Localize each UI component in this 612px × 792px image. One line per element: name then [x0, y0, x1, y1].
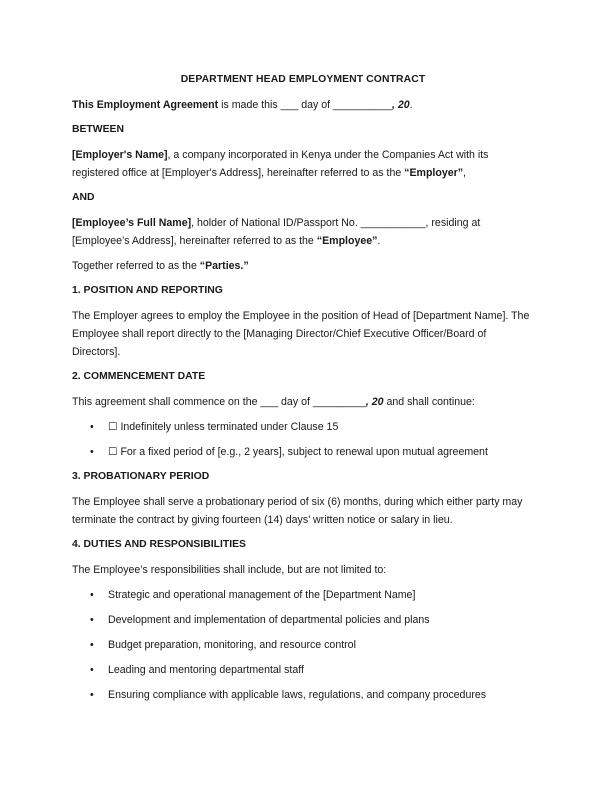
section-2-heading: 2. COMMENCEMENT DATE — [72, 371, 206, 382]
intro-paragraph: This Employment Agreement is made this ___ day of __________, 20. — [72, 99, 413, 111]
list-item: • Strategic and operational management of the [Department Name] — [72, 586, 534, 604]
and-label: AND — [72, 192, 95, 203]
option-indefinite[interactable]: • ☐ Indefinitely unless terminated under Clause 15 — [72, 418, 534, 436]
section-3-body: The Employee shall serve a probationary period of six (6) months, during which either party may terminate the contract by giving fourteen (14) days’ written notice or salary in lieu. — [72, 496, 523, 526]
list-item: • Budget preparation, monitoring, and resource control — [72, 636, 534, 654]
section-3-heading: 3. PROBATIONARY PERIOD — [72, 471, 210, 482]
intro-bold: This Employment Agreement — [72, 99, 219, 111]
between-label: BETWEEN — [72, 124, 124, 135]
duties-list — [72, 586, 534, 704]
employer-paragraph: [Employer's Name], a company incorporated in Kenya under the Companies Act with its registered office at [Employer's Address], hereinafter referred to as the “Employer”, — [72, 149, 489, 179]
list-item: • Leading and mentoring departmental staff — [72, 661, 534, 679]
section-2-body: This agreement shall commence on the ___ day of _________, 20 and shall continue: — [72, 396, 475, 408]
parties-paragraph: Together referred to as the “Parties.” — [72, 260, 249, 272]
document-title: DEPARTMENT HEAD EMPLOYMENT CONTRACT — [180, 74, 426, 85]
section-4-intro: The Employee’s responsibilities shall include, but are not limited to: — [72, 564, 387, 576]
commencement-options — [72, 418, 534, 461]
list-item: • Development and implementation of departmental policies and plans — [72, 611, 534, 629]
section-1-heading: 1. POSITION AND REPORTING — [72, 285, 223, 296]
contract-body — [72, 71, 534, 711]
option-fixed-period[interactable]: • ☐ For a fixed period of [e.g., 2 years], subject to renewal upon mutual agreement — [72, 443, 534, 461]
list-item: • Ensuring compliance with applicable laws, regulations, and company procedures — [72, 686, 534, 704]
section-4-heading: 4. DUTIES AND RESPONSIBILITIES — [72, 539, 246, 550]
employee-paragraph: [Employee’s Full Name], holder of National ID/Passport No. ___________, residing at [Employee’s Address], hereinafter referred to as the “Employee”. — [72, 217, 481, 247]
section-1-body: The Employer agrees to employ the Employee in the position of Head of [Department Name]. The Employee shall report directly to the [Managing Director/Chief Executive Officer/Board of Directors]. — [72, 310, 530, 358]
